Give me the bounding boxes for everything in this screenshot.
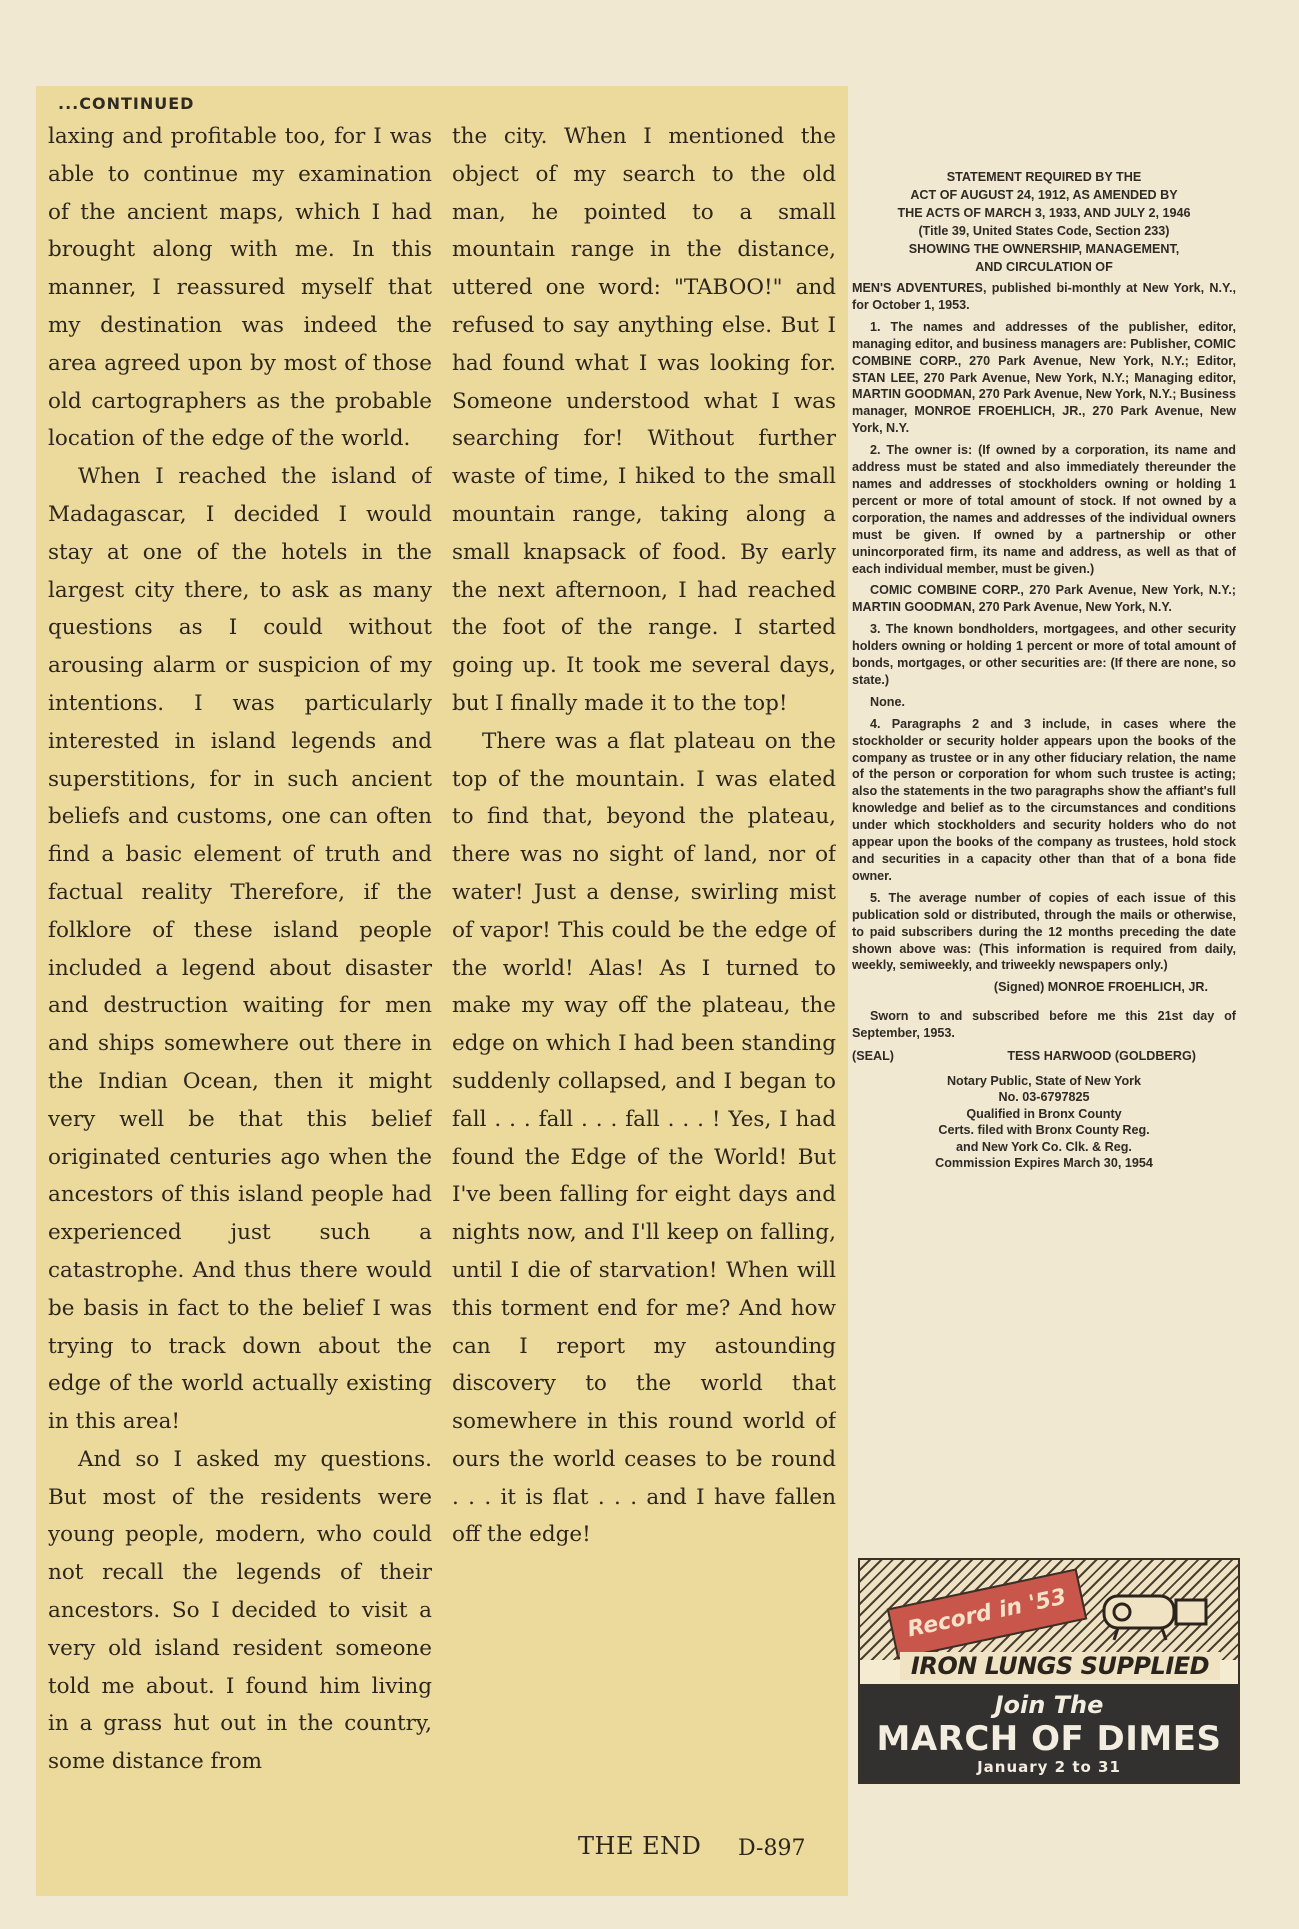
ad-headline: IRON LUNGS SUPPLIED [900,1652,1220,1680]
continued-label: ...CONTINUED [58,94,195,113]
notary-name: TESS HARWOOD (GOLDBERG) [1007,1049,1196,1064]
signature-line: (Signed) MONROE FROEHLICH, JR. [993,980,1208,995]
notary-line: and New York Co. Clk. & Reg. [956,1139,1132,1154]
heading-line: (Title 39, United States Code, Section 233) [918,224,1170,238]
statement-intro: MEN'S ADVENTURES, published bi-monthly at New York, N.Y., for October 1, 1953. [852,281,1236,312]
heading-line: THE ACTS OF MARCH 3, 1933, AND JULY 2, 1946 [897,206,1191,220]
ownership-statement [852,168,1236,1172]
notary-block [852,1073,1236,1172]
notary-line: Certs. filed with Bronx County Reg. [938,1123,1150,1138]
statement-paragraph-2: 2. The owner is: (If owned by a corporation, its name and address must be stated and also immediately thereunder the names and addresses of stockholders owning or holding 1 percent or more of total amount of stock. If not owned by a corporation, the names and addresses of the individual owners must be given. If owned by a partnership or other unincorporated firm, its name and address, as well as that of each individual member, must be given.) [852,443,1236,576]
ad-dates: January 2 to 31 [977,1758,1121,1776]
story-paragraph: And so I asked my questions. But most of the residents were young people, modern, who could not recall the legends of their ancestors. So I decided to visit a very old island resident someone told me about. I found him living in a grass hut out in the country, some distance from [48,1446,432,1775]
page-code: D-897 [738,1836,806,1861]
iron-lung-icon [1098,1582,1218,1642]
statement-paragraph-4: 4. Paragraphs 2 and 3 include, in cases where the stockholder or security holder appears upon the books of the company as trustee or in any other fiduciary relation, the name of the person or corporation for whom such trustee is acting; also the statements in the two paragraphs show the affiant's full knowledge and belief as to the circumstances and conditions under which stockholders and security holders who do not appear upon the books of the company as trustees, hold stock and securities in a capacity other than that of a bona fide owner. [852,716,1236,883]
statement-paragraph-2-answer: COMIC COMBINE CORP., 270 Park Avenue, New York, N.Y.; MARTIN GOODMAN, 270 Park Avenue, New York, N.Y. [852,583,1236,615]
ad-title: MARCH OF DIMES [876,1719,1222,1759]
statement-paragraph-5: 5. The average number of copies of each issue of this publication sold or distributed, through the mails or otherwise, to paid subscribers during the 12 months preceding the date shown above was: (This information is required from daily, weekly, semiweekly, and triweekly newspapers only.) [852,890,1236,973]
heading-line: AND CIRCULATION OF [975,260,1113,274]
ad-banner: Record in '53 [887,1568,1088,1659]
ad-join-text: Join The [994,1691,1104,1719]
heading-line: SHOWING THE OWNERSHIP, MANAGEMENT, [908,242,1180,256]
march-of-dimes-ad [858,1558,1240,1784]
heading-line: STATEMENT REQUIRED BY THE [946,170,1142,184]
notary-line: Commission Expires March 30, 1954 [935,1156,1153,1171]
heading-line: ACT OF AUGUST 24, 1912, AS AMENDED BY [910,188,1178,202]
story-paragraph: laxing and profitable too, for I was able to continue my examination of the ancient maps, which I had brought along with me. In this manner, I reassured myself that my destination was indeed the area agreed upon by most of those old cartographers as the probable location of the edge of the world. [48,124,432,452]
the-end-label: THE END [578,1832,702,1860]
seal-row [852,1048,1236,1065]
notary-line: Notary Public, State of New York [946,1073,1142,1088]
ad-dark-panel [860,1684,1238,1782]
story-left-column [48,118,432,1868]
seal-label: (SEAL) [852,1049,894,1064]
statement-heading [852,168,1236,276]
statement-paragraph-3: 3. The known bondholders, mortgagees, and other security holders owning or holding 1 percent or more of total amount of bonds, mortgages, or other securities are: (If there are none, so state.) [852,622,1236,687]
statement-paragraph-1: 1. The names and addresses of the publisher, editor, managing editor, and business managers are: Publisher, COMIC COMBINE CORP., 270 Park Avenue, New York, N.Y.; Editor, STAN LEE, 270 Park Avenue, New York, N.Y.; Managing editor, MARTIN GOODMAN, 270 Park Avenue, New York, N.Y.; Business manager, MONROE FROEHLICH, JR., 270 Park Avenue, New York, N.Y. [852,319,1236,436]
notary-line: Qualified in Bronx County [966,1106,1122,1121]
story-paragraph: There was a flat plateau on the top of the mountain. I was elated to find that, beyond the plateau, there was no sight of land, nor of water! Just a dense, swirling mist of vapor! This could be the edge of the world! Alas! As I turned to make my way off the plateau, the edge on which I had been standing suddenly collapsed, and I began to fall . . . fall . . . fall . . . ! Yes, I had found the Edge of the World! But I've been falling for eight days and nights now, and I'll keep on falling, until I die of starvation! When will this torment end for me? And how can I report my astounding discovery to the world that somewhere in this round world of ours the world ceases to be round . . . it is flat . . . and I have fallen off the edge! [452,728,836,1548]
statement-paragraph-3-answer: None. [870,694,905,709]
story-paragraph: When I reached the island of Madagascar, I decided I would stay at one of the hotels in the largest city there, to ask as many questions as I could without arousing alarm or suspicion of my intentions. I was particularly interested in island legends and superstitions, for in such ancient beliefs and customs, one can often find a basic element of truth and factual reality Therefore, if the folklore of these island people included a legend about disaster and destruction waiting for men and ships somewhere out there in the Indian Ocean, then it might very well be that this belief originated centuries ago when the ancestors of this island people had experienced just such a catastrophe. And thus there would be basis in fact to the belief I was trying to track down about the edge of the world actually existing in this area! [48,464,432,1435]
story-paragraph: the city. When I mentioned the object of my search to the old man, he pointed to a small mountain range in the distance, uttered one word: "TABOO!" and refused to say anything else. But I had found what I was looking for. Someone understood what I was searching for! Without further waste of time, I hiked to the small mountain range, taking along a small knapsack of food. By early the next afternoon, I had reached the foot of the range. I started going up. It took me several days, but I finally made it to the top! [452,124,836,716]
sworn-line: Sworn to and subscribed before me this 21st day of September, 1953. [852,1009,1236,1041]
notary-line: No. 03-6797825 [998,1090,1090,1105]
story-middle-column [452,118,836,1748]
